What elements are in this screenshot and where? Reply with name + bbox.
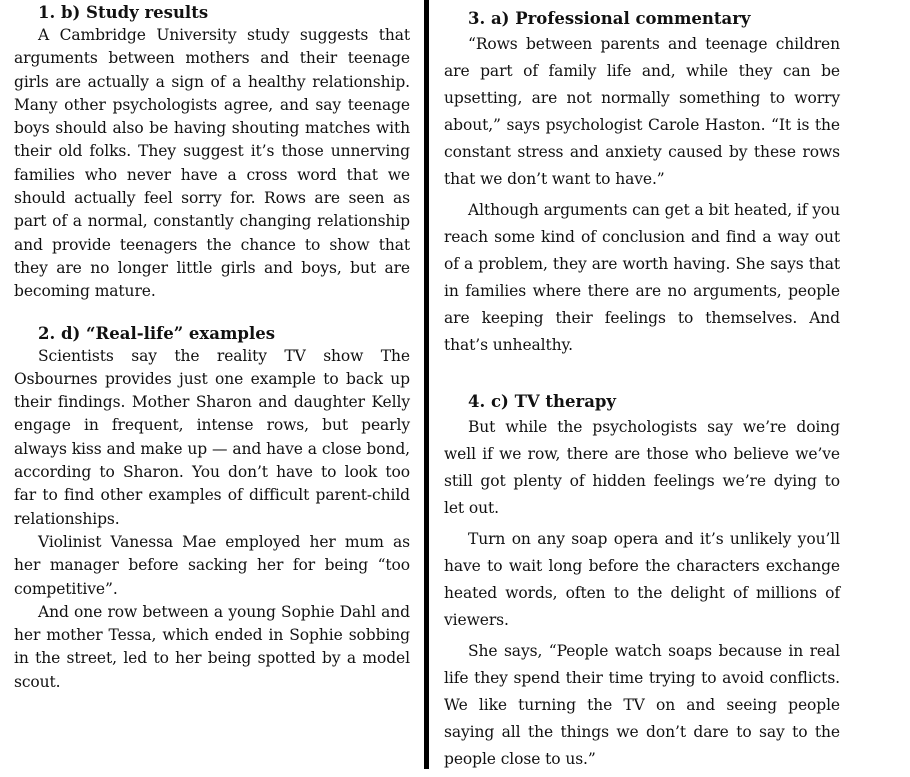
paragraph: Violinist Vanessa Mae employed her mum as her manager before sacking her for being “too competitive”. — [14, 532, 410, 598]
section-tv-therapy — [444, 390, 840, 773]
right-column — [444, 0, 840, 777]
paragraph: Scientists say the reality TV show The Osbournes provides just one example to back up their findings. Mother Sharon and daughter Kelly engage in frequent, intense rows, but pearly always kiss and make up — and have a close bond, according to Sharon. You don’t have to look too far to find other examples of difficult parent-child relationships. — [14, 346, 410, 528]
section-heading: 2. d) “Real-life” examples — [38, 323, 276, 343]
paragraph: “Rows between parents and teenage children are part of family life and, while they can be upsetting, are not normally something to worry about,” says psychologist Carole Haston. “It is the constant stress and anxiety caused by these rows that we don’t want to have.” — [444, 35, 840, 188]
column-divider — [424, 0, 429, 769]
section-spacer — [444, 363, 840, 390]
paragraph: She says, “People watch soaps because in real life they spend their time trying to avoid conflicts. We like turning the TV on and seeing people saying all the things we don’t dare to say to the people close to us.” — [444, 642, 840, 768]
paragraph: Turn on any soap opera and it’s unlikely you’ll have to wait long before the characters exchange heated words, often to the delight of millions of viewers. — [444, 530, 840, 629]
section-study-results — [14, 2, 410, 304]
section-real-life-examples — [14, 323, 410, 694]
left-column — [14, 0, 410, 694]
section-heading: 1. b) Study results — [38, 3, 209, 22]
section-professional-commentary — [444, 7, 840, 359]
section-heading: 4. c) TV therapy — [468, 392, 617, 411]
section-spacer — [14, 304, 410, 323]
paragraph: And one row between a young Sophie Dahl and her mother Tessa, which ended in Sophie sobbing in the street, led to her being spotted by a model scout. — [14, 602, 410, 691]
section-heading: 3. a) Professional commentary — [468, 9, 751, 28]
paragraph: A Cambridge University study suggests that arguments between mothers and their teenage girls are actually a sign of a healthy relationship. Many other psychologists agree, and say teenage boys should also be having shouting matches with their old folks. They suggest it’s those unnerving families who never have a cross word that we should actually feel sorry for. Rows are seen as part of a normal, constantly changing relationship and provide teenagers the chance to show that they are no longer little girls and boys, but are becoming mature. — [14, 26, 410, 301]
paragraph: But while the psychologists say we’re doing well if we row, there are those who believe we’ve still got plenty of hidden feelings we’re dying to let out. — [444, 418, 840, 517]
paragraph: Although arguments can get a bit heated, if you reach some kind of conclusion and find a way out of a problem, they are worth having. She says that in families where there are no arguments, people are keeping their feelings to themselves. And that’s unhealthy. — [444, 201, 840, 354]
